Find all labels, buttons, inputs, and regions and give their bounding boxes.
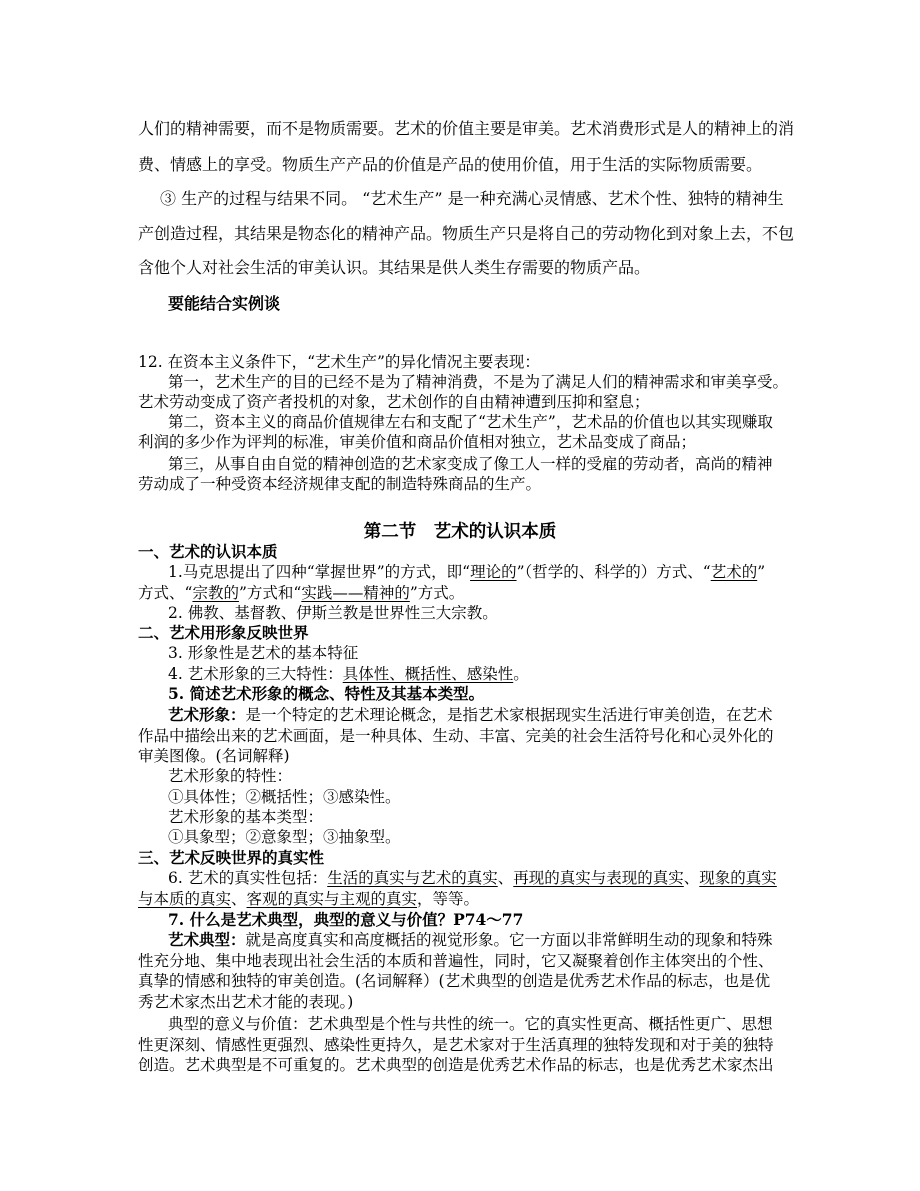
subsection-label: 艺术形象的基本类型： xyxy=(168,808,324,826)
definition-line: 审美图像。(名词解释) xyxy=(138,747,290,765)
underlined-term: 客观的真实与主观的真实 xyxy=(246,890,418,908)
definition-line xyxy=(168,929,773,951)
text-span: 6. 艺术的真实性包括： xyxy=(168,869,328,887)
text-span: 是一个特定的艺术理论概念，是指艺术家根据现实生活进行审美创造，在艺术 xyxy=(245,706,773,724)
definition-line xyxy=(168,704,773,726)
subsection-label: 艺术形象的特性： xyxy=(168,767,293,785)
list-item xyxy=(168,561,765,583)
underlined-term: 艺术的 xyxy=(710,563,758,581)
paragraph-line: 劳动成了一种受资本经济规律支配的制造特殊商品的生产。 xyxy=(138,475,542,493)
question-heading: 5. 简述艺术形象的概念、特性及其基本类型。 xyxy=(168,684,485,703)
paragraph-line: 费、情感上的享受。物质生产产品的价值是产品的使用价值，用于生活的实际物质需要。 xyxy=(138,155,763,174)
paragraph-line: 性更深刻、情感性更强烈、感染性更持久，是艺术家对于生活真理的独特发现和对于美的独特 xyxy=(138,1036,774,1054)
list-item xyxy=(168,867,777,889)
section-heading: 二、艺术用形象反映世界 xyxy=(138,623,309,642)
underlined-term: 理论的 xyxy=(470,563,517,581)
section-heading: 一、艺术的认识本质 xyxy=(138,542,278,561)
underlined-term: 再现的真实与表现的真实 xyxy=(513,869,684,887)
text-span: 、 xyxy=(683,869,700,887)
underlined-term: 具体性、概括性、感染性 xyxy=(342,665,514,683)
list-item-continuation xyxy=(138,888,479,910)
text-span: 1.马克思提出了四种“掌握世界”的方式，即“ xyxy=(168,563,471,581)
text-span: ”方式和“ xyxy=(238,584,302,602)
definition-line: 作品中描绘出来的艺术画面，是一种具体、生动、丰富、完美的社会生活符号化和心灵外化的 xyxy=(138,727,774,745)
list-item xyxy=(168,663,529,685)
list-item: 2. 佛教、基督教、伊斯兰教是世界性三大宗教。 xyxy=(168,604,498,622)
text-span: 4. 艺术形象的三大特性： xyxy=(168,665,343,683)
text-span: 。 xyxy=(513,665,529,683)
underlined-term: 与本质的真实 xyxy=(138,890,232,908)
underlined-term: 实践——精神的 xyxy=(301,584,410,602)
paragraph-line: 第二，资本主义的商品价值规律左右和支配了“艺术生产”，艺术品的价值也以其实现赚取 xyxy=(168,413,773,431)
definition-line: 真挚的情感和独特的审美创造。(名词解释）(艺术典型的创造是优秀艺术作品的标志，也是优 xyxy=(138,972,771,990)
question-heading: 7. 什么是艺术典型，典型的意义与价值？P74～77 xyxy=(168,910,524,929)
underlined-term: 现象的真实 xyxy=(699,869,777,887)
text-span: ，等等。 xyxy=(417,890,480,908)
underlined-term: 宗教的 xyxy=(192,584,239,602)
definition-line: 秀艺术家杰出艺术才能的表现。) xyxy=(138,993,354,1011)
paragraph-line: 第一，艺术生产的目的已经不是为了精神消费，不是为了满足人们的精神需求和审美享受。 xyxy=(168,373,789,391)
paragraph-line: 艺术劳动变成了资产者投机的对象，艺术创作的自由精神遭到压抑和窒息； xyxy=(138,393,650,411)
text-span: 、 xyxy=(231,890,247,908)
list-item-continuation xyxy=(138,582,464,604)
text-span: 就是高度真实和高度概括的视觉形象。它一方面以非常鲜明生动的现象和特殊 xyxy=(245,931,773,949)
note-heading: 要能结合实例谈 xyxy=(168,294,281,313)
paragraph-line: 创造。艺术典型是不可重复的。艺术典型的创造是优秀艺术作品的标志，也是优秀艺术家杰出 xyxy=(138,1056,774,1074)
text-span: 方式、“ xyxy=(138,584,193,602)
paragraph-line: 产创造过程，其结果是物态化的精神产品。物质生产只是将自己的劳动物化到对象上去，不包 xyxy=(138,224,795,243)
definition-line: 性充分地、集中地表现出社会生活的本质和普遍性，同时，它又凝聚着创作主体突出的个性、 xyxy=(138,952,774,970)
question-title: 12. 在资本主义条件下，“艺术生产”的异化情况主要表现： xyxy=(138,353,540,371)
text-span: ”方式。 xyxy=(409,584,465,602)
paragraph-line: 人们的精神需要，而不是物质需要。艺术的价值主要是审美。艺术消费形式是人的精神上的消 xyxy=(138,119,795,138)
text-span: 、 xyxy=(497,869,514,887)
text-span: ” xyxy=(757,563,766,581)
list-item: ①具体性；②概括性；③感染性。 xyxy=(168,788,401,806)
section-heading: 三、艺术反映世界的真实性 xyxy=(138,848,325,867)
paragraph-line: 第三，从事自由自觉的精神创造的艺术家变成了像工人一样的受雇的劳动者，高尚的精神 xyxy=(168,455,773,473)
paragraph-line: ③ 生产的过程与结果不同。 “艺术生产” 是一种充满心灵情感、艺术个性、独特的精神生 xyxy=(160,189,784,208)
paragraph-line: 典型的意义与价值：艺术典型是个性与共性的统一。它的真实性更高、概括性更广、思想 xyxy=(168,1015,773,1033)
paragraph-line: 利润的多少作为评判的标准，审美价值和商品价值相对独立，艺术品变成了商品； xyxy=(138,433,697,451)
definition-term: 艺术形象： xyxy=(168,705,246,724)
definition-term: 艺术典型： xyxy=(168,930,246,949)
text-span: ”（哲学的、科学的）方式、“ xyxy=(516,563,711,581)
list-item: 3. 形象性是艺术的基本特征 xyxy=(168,644,359,662)
paragraph-line: 含他个人对社会生活的审美认识。其结果是供人类生存需要的物质产品。 xyxy=(138,258,651,277)
list-item: ①具象型；②意象型；③抽象型。 xyxy=(168,828,401,846)
section-title: 第二节 艺术的认识本质 xyxy=(363,522,557,542)
underlined-term: 生活的真实与艺术的真实 xyxy=(327,869,498,887)
